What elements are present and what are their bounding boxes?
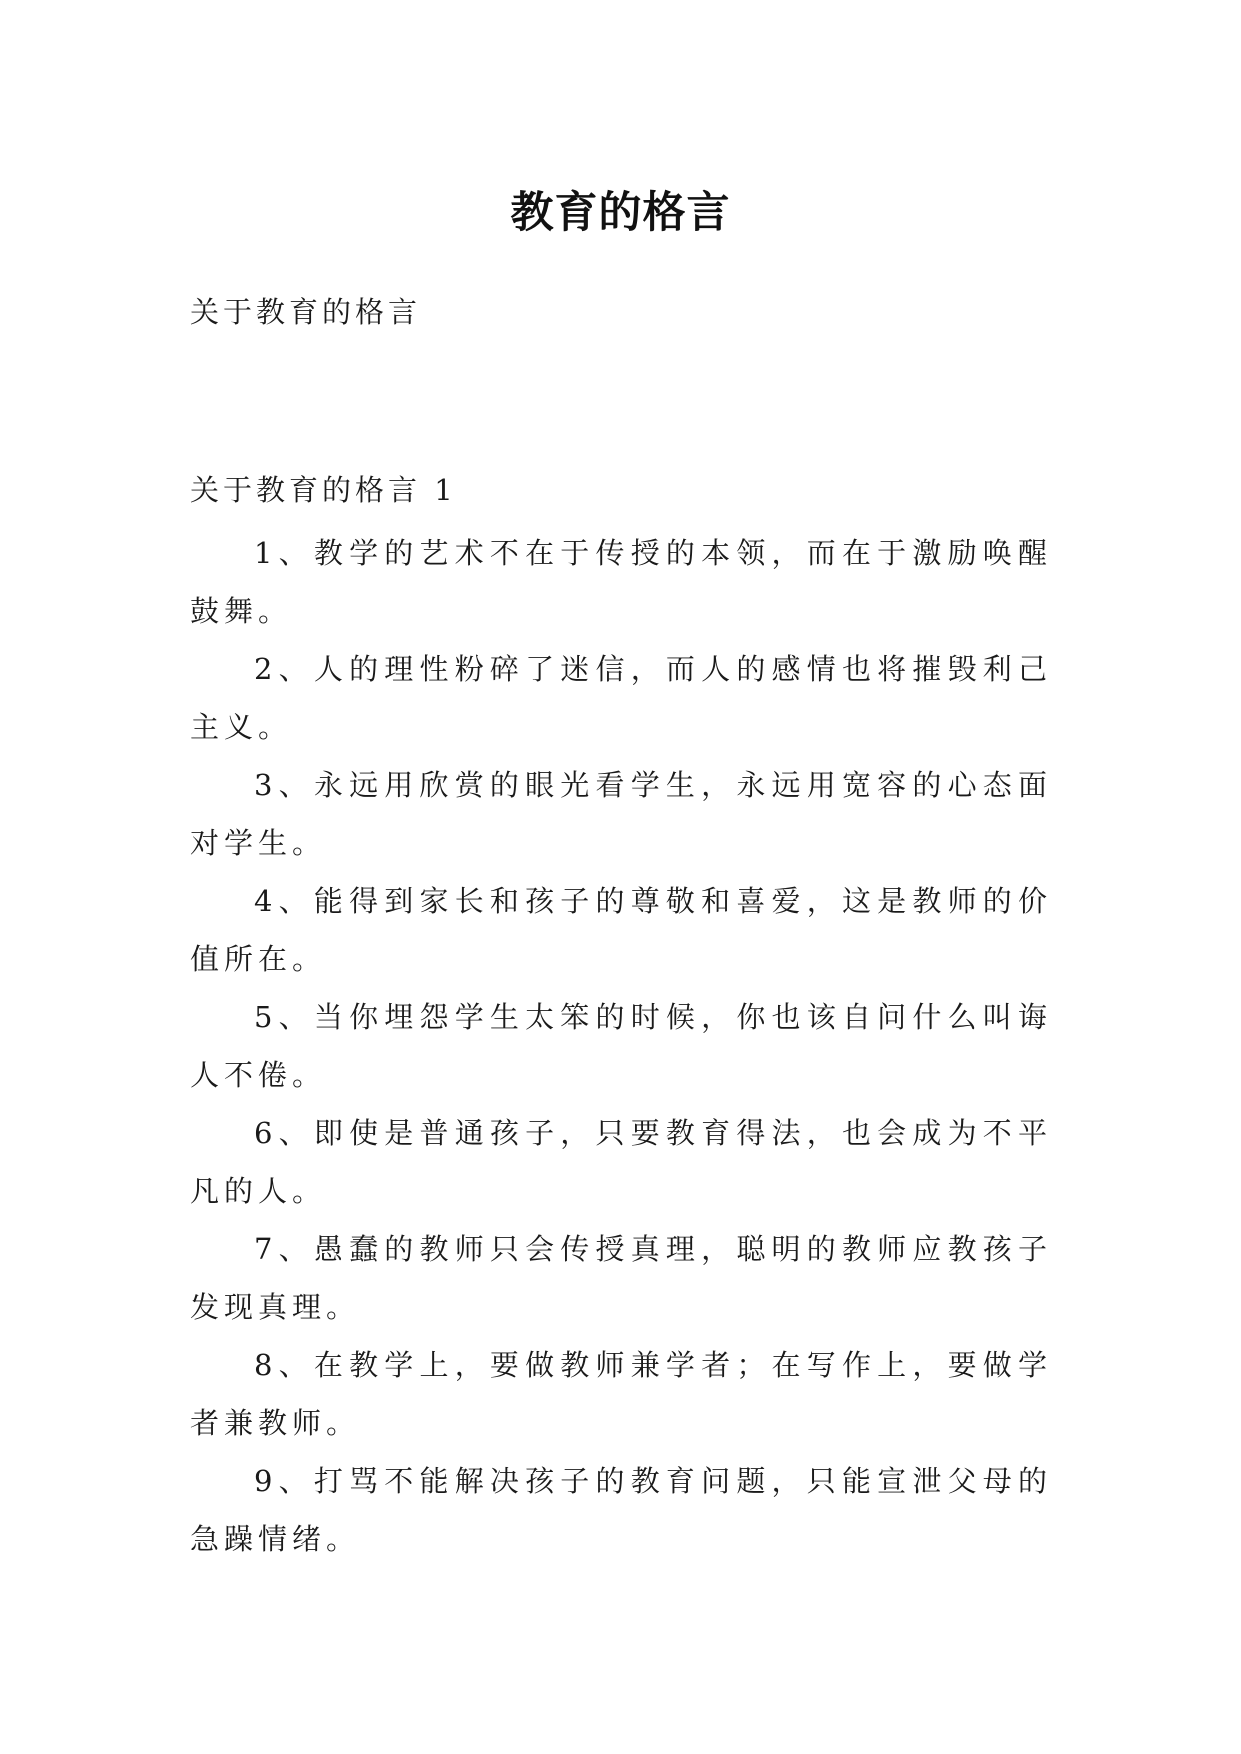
- document-subtitle: 关于教育的格言: [190, 295, 422, 329]
- quote-item: 2、人的理性粉碎了迷信，而人的感情也将摧毁利己主义。: [190, 652, 1052, 744]
- quote-item: 6、即使是普通孩子，只要教育得法，也会成为不平凡的人。: [190, 1116, 1052, 1208]
- quote-item: 8、在教学上，要做教师兼学者；在写作上，要做学者兼教师。: [190, 1348, 1052, 1440]
- section-heading: 关于教育的格言 1: [190, 473, 457, 507]
- quote-list: [190, 524, 1052, 1568]
- quote-item: 9、打骂不能解决孩子的教育问题，只能宣泄父母的急躁情绪。: [190, 1464, 1052, 1556]
- quote-item: 7、愚蠢的教师只会传授真理，聪明的教师应教孩子发现真理。: [190, 1232, 1052, 1324]
- quote-item: 4、能得到家长和孩子的尊敬和喜爱，这是教师的价值所在。: [190, 884, 1052, 976]
- quote-item: 3、永远用欣赏的眼光看学生，永远用宽容的心态面对学生。: [190, 768, 1052, 860]
- quote-item: 5、当你埋怨学生太笨的时候，你也该自问什么叫诲人不倦。: [190, 1000, 1052, 1092]
- document-title: 教育的格言: [510, 187, 731, 238]
- quote-item: 1、教学的艺术不在于传授的本领，而在于激励唤醒鼓舞。: [190, 536, 1052, 628]
